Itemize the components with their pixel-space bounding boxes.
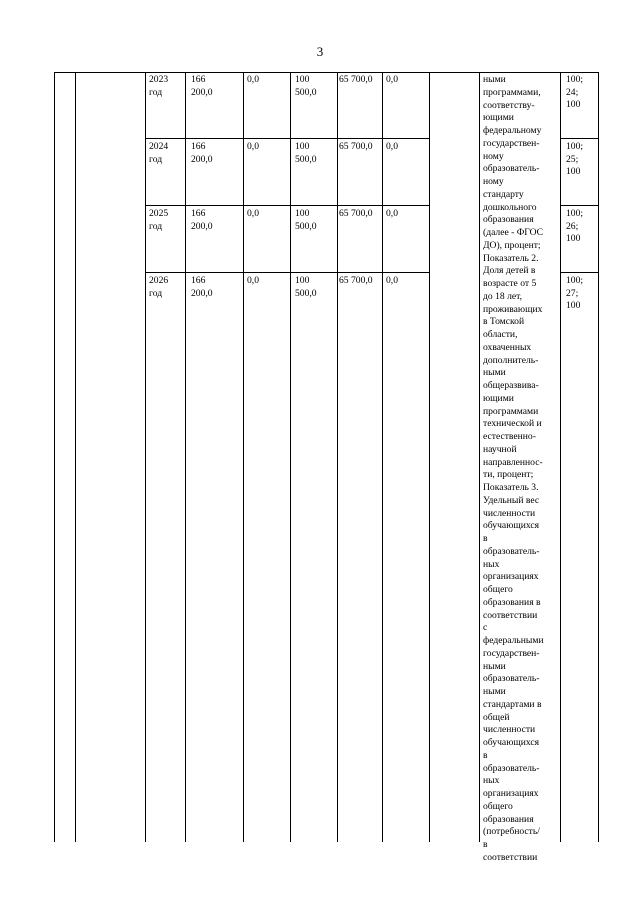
cell-indicator-values: 100; 25; 100 bbox=[566, 141, 584, 178]
column-divider bbox=[243, 72, 244, 842]
cell-indicator-values: 100; 27; 100 bbox=[566, 275, 584, 312]
cell-value: 100 500,0 bbox=[295, 141, 317, 165]
cell-value: 0,0 bbox=[386, 208, 398, 219]
column-divider bbox=[185, 72, 186, 842]
page-number: 3 bbox=[316, 44, 324, 59]
cell-total: 166 200,0 bbox=[191, 74, 213, 98]
cell-value: 0,0 bbox=[247, 74, 259, 85]
row-divider bbox=[145, 138, 429, 139]
cell-value: 0,0 bbox=[247, 208, 259, 219]
cell-value: 65 700,0 bbox=[339, 275, 373, 286]
cell-total: 166 200,0 bbox=[191, 141, 213, 165]
column-divider bbox=[337, 72, 338, 842]
row-divider bbox=[560, 272, 598, 273]
cell-total: 166 200,0 bbox=[191, 208, 213, 232]
cell-total: 166 200,0 bbox=[191, 275, 213, 299]
column-divider bbox=[479, 72, 480, 842]
column-divider bbox=[75, 72, 76, 842]
cell-year: 2023 год bbox=[149, 74, 169, 98]
cell-value: 0,0 bbox=[386, 74, 398, 85]
column-divider bbox=[429, 72, 430, 842]
cell-indicator-values: 100; 24; 100 bbox=[566, 74, 584, 111]
table-border-left bbox=[54, 72, 55, 842]
row-divider bbox=[560, 205, 598, 206]
cell-value: 0,0 bbox=[386, 275, 398, 286]
cell-value: 65 700,0 bbox=[339, 208, 373, 219]
row-divider bbox=[145, 272, 429, 273]
cell-year: 2025 год bbox=[149, 208, 169, 232]
cell-indicator-values: 100; 26; 100 bbox=[566, 208, 584, 245]
cell-value: 0,0 bbox=[386, 141, 398, 152]
indicator-description: ными программами, соответству- ющими федеральному государствен- ному образователь- ному стандарту дошкольного образования (далее - ФГОС ДО), процент; Показатель 2. Доля детей в возрасте от 5 до 18 лет, проживающих в Томской области, охваченных дополнитель- ными общеразвива- ющими программами технической и естественно- научной направленнос- ти, процент; Показатель 3. Удельный вес численности обучающихся в образователь- ных организациях общего образования в соответствии с федеральными государствен- ными образователь- ными стандартами в общей численности обучающихся в образователь- ных организациях общего образования (потребность/ в соответствии bbox=[483, 74, 544, 863]
table-border-top bbox=[54, 72, 598, 73]
cell-value: 100 500,0 bbox=[295, 208, 317, 232]
column-divider bbox=[290, 72, 291, 842]
cell-value: 0,0 bbox=[247, 141, 259, 152]
column-divider bbox=[560, 72, 561, 842]
row-divider bbox=[145, 205, 429, 206]
table-border-right bbox=[598, 72, 599, 842]
cell-value: 65 700,0 bbox=[339, 141, 373, 152]
cell-value: 0,0 bbox=[247, 275, 259, 286]
column-divider bbox=[382, 72, 383, 842]
cell-value: 100 500,0 bbox=[295, 275, 317, 299]
column-divider bbox=[145, 72, 146, 842]
cell-year: 2026 год bbox=[149, 275, 169, 299]
cell-year: 2024 год bbox=[149, 141, 169, 165]
row-divider bbox=[560, 138, 598, 139]
cell-value: 65 700,0 bbox=[339, 74, 373, 85]
cell-value: 100 500,0 bbox=[295, 74, 317, 98]
